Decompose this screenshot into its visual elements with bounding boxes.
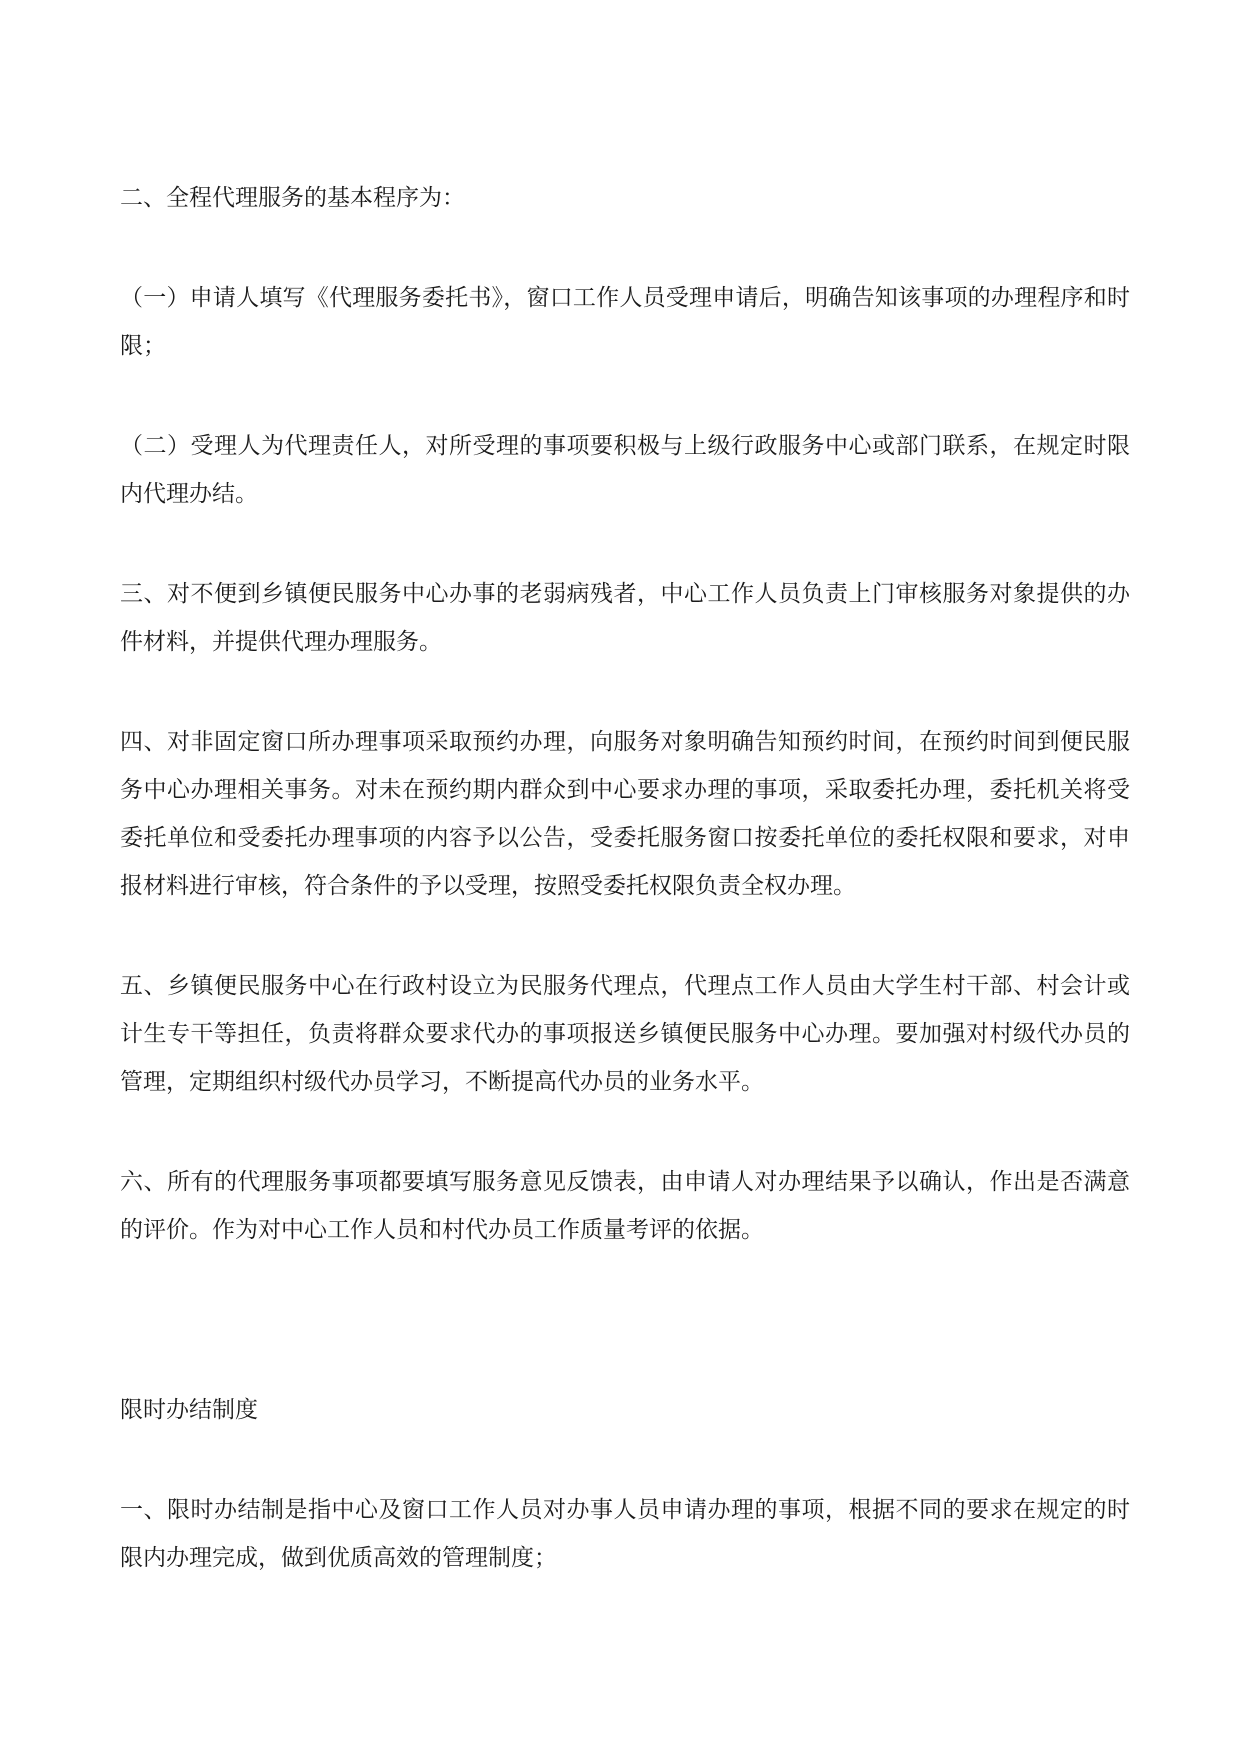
paragraph-item-3: 三、对不便到乡镇便民服务中心办事的老弱病残者，中心工作人员负责上门审核服务对象提供的办件材料，并提供代理办理服务。 — [120, 581, 1130, 655]
paragraph-procedure-heading: 二、全程代理服务的基本程序为： — [120, 185, 465, 211]
section-paragraph-1: 一、限时办结制是指中心及窗口工作人员对办事人员申请办理的事项，根据不同的要求在规定的时限内办理完成，做到优质高效的管理制度； — [120, 1497, 1130, 1571]
paragraph-procedure-step-1: （一）申请人填写《代理服务委托书》，窗口工作人员受理申请后，明确告知该事项的办理程序和时限； — [120, 285, 1130, 359]
document-body — [120, 174, 1130, 1634]
paragraph-procedure-step-2: （二）受理人为代理责任人，对所受理的事项要积极与上级行政服务中心或部门联系，在规定时限内代理办结。 — [120, 433, 1130, 507]
section-title: 限时办结制度 — [120, 1397, 258, 1423]
paragraph-item-5: 五、乡镇便民服务中心在行政村设立为民服务代理点，代理点工作人员由大学生村干部、村会计或计生专干等担任，负责将群众要求代办的事项报送乡镇便民服务中心办理。要加强对村级代办员的管理，定期组织村级代办员学习，不断提高代办员的业务水平。 — [120, 973, 1130, 1095]
paragraph-item-6: 六、所有的代理服务事项都要填写服务意见反馈表，由申请人对办理结果予以确认，作出是否满意的评价。作为对中心工作人员和村代办员工作质量考评的依据。 — [120, 1169, 1130, 1243]
paragraph-item-4: 四、对非固定窗口所办理事项采取预约办理，向服务对象明确告知预约时间，在预约时间到便民服务中心办理相关事务。对未在预约期内群众到中心要求办理的事项，采取委托办理，委托机关将受委托单位和受委托办理事项的内容予以公告，受委托服务窗口按委托单位的委托权限和要求，对申报材料进行审核，符合条件的予以受理，按照受委托权限负责全权办理。 — [120, 729, 1130, 899]
